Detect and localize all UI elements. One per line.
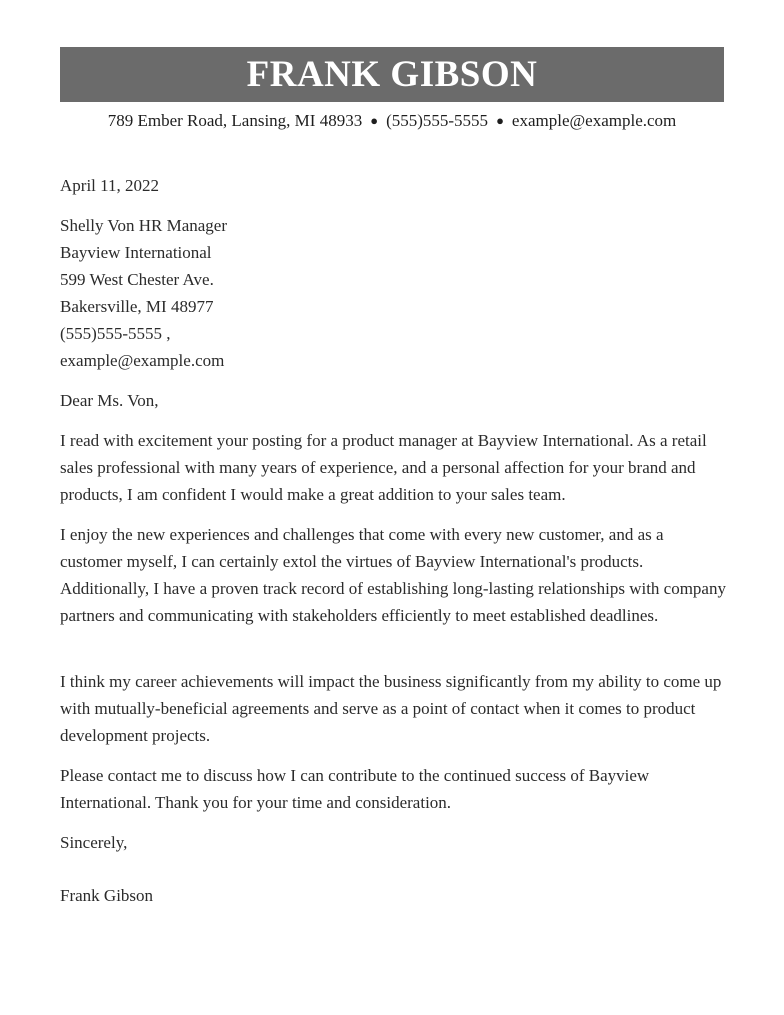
letter-body [60,172,728,909]
signature: Frank Gibson [60,886,154,905]
recipient-email: example@example.com [60,351,225,370]
applicant-contact-line [60,110,724,132]
body-paragraph: I read with excitement your posting for a product manager at Bayview International. As a retail sales professional with many years of experience, and a personal affection for your brand and products, I am confident I would make a great addition to your sales team. [60,431,707,504]
applicant-name: FRANK GIBSON [246,54,538,95]
recipient-company: Bayview International [60,243,212,262]
recipient-phone: (555)555-5555 , [60,324,171,343]
body-paragraph: I enjoy the new experiences and challenges that come with every new customer, and as a customer myself, I can certainly extol the virtues of Bayview International's products. Additionally, I have a proven track record of establishing long-lasting relationships with company partners and communicating with stakeholders efficiently to meet established deadlines. [60,525,726,625]
bullet-separator-icon: ● [370,113,379,128]
body-paragraph: Please contact me to discuss how I can contribute to the continued success of Bayview International. Thank you for your time and consideration. [60,766,650,812]
recipient-name-title: Shelly Von HR Manager [60,216,228,235]
applicant-email: example@example.com [511,111,677,130]
bullet-separator-icon: ● [496,113,504,128]
header-banner [60,47,724,102]
letter-date: April 11, 2022 [60,176,160,195]
salutation: Dear Ms. Von, [60,391,159,410]
recipient-city: Bakersville, MI 48977 [60,297,214,316]
closing: Sincerely, [60,833,128,852]
body-paragraph: I think my career achievements will impact the business significantly from my ability to come up with mutually-beneficial agreements and serve as a point of contact when it comes to product development projects. [60,672,722,745]
applicant-phone: (555)555-5555 [386,111,489,130]
recipient-street: 599 West Chester Ave. [60,270,214,289]
recipient-block [60,212,728,374]
applicant-address: 789 Ember Road, Lansing, MI 48933 [107,111,363,130]
